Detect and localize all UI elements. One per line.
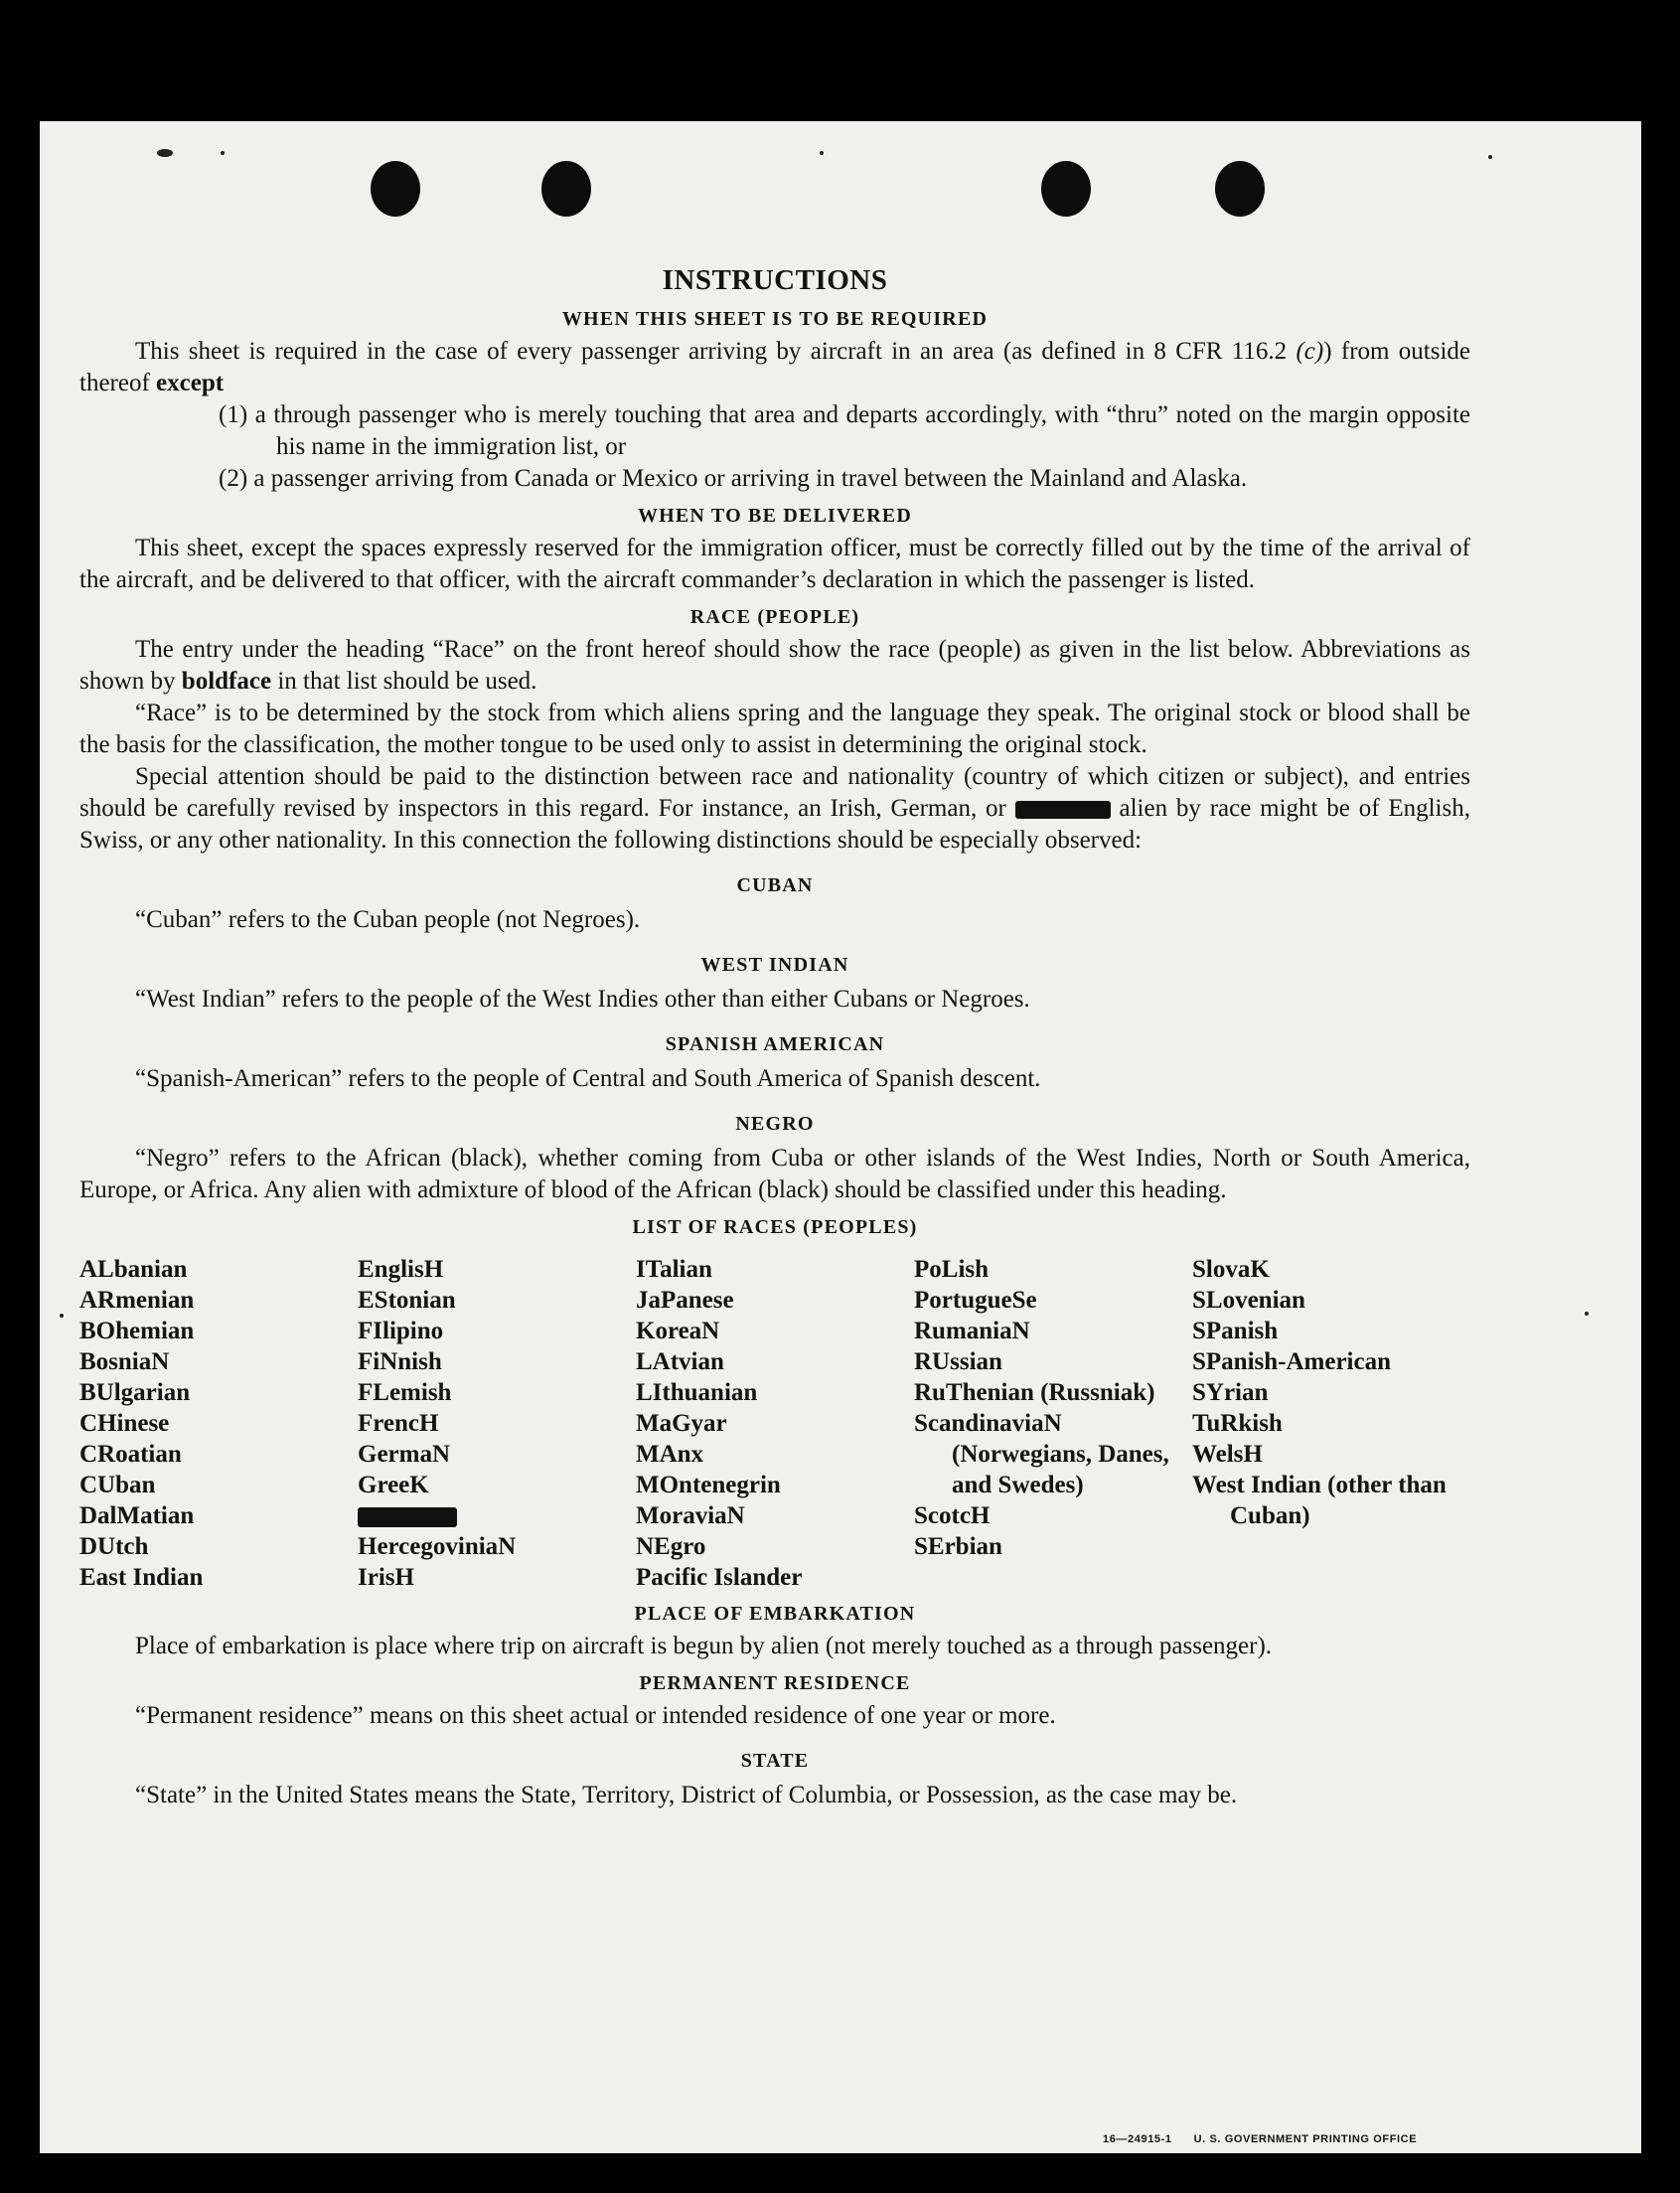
paragraph: This sheet, except the spaces expressly reserved for the immigration officer, must be correctly filled out by the time of the arrival of the aircraft, and be delivered to that officer, with the aircraft commander’s declaration in which the passenger is listed. — [79, 535, 1470, 593]
section-heading: WHEN TO BE DELIVERED — [637, 505, 913, 527]
section-heading: RACE (PEOPLE) — [689, 606, 860, 628]
paragraph: Special attention should be paid to the distinction between race and nationality (country of which citizen or subject), and entries should be carefully revised by inspectors in this regard. For instance, an Irish, German, or alien by race might be of English, Swiss, or any other nationality. In this connection the following distinctions should be especially observed: — [79, 763, 1470, 854]
race-entry: PoLish — [914, 1256, 990, 1283]
race-entry: ARmenian — [79, 1287, 195, 1314]
race-entry: FiNnish — [358, 1348, 442, 1375]
race-entry: CUban — [79, 1472, 156, 1498]
ink-speck — [157, 149, 173, 157]
race-entry: EnglisH — [358, 1256, 444, 1283]
race-entry: PortugueSe — [914, 1287, 1037, 1314]
race-entry: ITalian — [636, 1256, 712, 1283]
section-heading: WHEN THIS SHEET IS TO BE REQUIRED — [561, 308, 989, 330]
race-entry: LIthuanian — [636, 1379, 758, 1406]
race-entry: ScandinaviaN (Norwegians, Danes, and Swedes) — [914, 1410, 1169, 1498]
race-entry: EStonian — [358, 1287, 456, 1314]
paragraph: “Race” is to be determined by the stock from which aliens spring and the language they speak. The original stock or blood shall be the basis for the classification, the mother tongue to be used only to assist in determining the original stock. — [79, 700, 1470, 758]
race-column — [636, 1254, 914, 1593]
list-item: (1) a through passenger who is merely touching that area and departs accordingly, with “thru” noted on the margin opposite his name in the immigration list, or — [219, 401, 1470, 460]
section-heading: PLACE OF EMBARKATION — [634, 1603, 916, 1625]
paragraph: “West Indian” refers to the people of the West Indies other than either Cubans or Negroes. — [135, 986, 1030, 1013]
section-heading: STATE — [740, 1750, 810, 1772]
document-sheet — [40, 121, 1641, 2153]
race-entry: SErbian — [914, 1533, 1002, 1560]
printer-imprint — [1103, 2133, 1439, 2145]
punch-hole — [371, 161, 420, 217]
race-entry: SlovaK — [1192, 1256, 1270, 1283]
race-entry: Pacific Islander — [636, 1564, 803, 1591]
race-entry: ALbanian — [79, 1256, 188, 1283]
punch-hole — [1215, 161, 1265, 217]
race-entry: RumaniaN — [914, 1318, 1030, 1344]
paragraph: “State” in the United States means the State, Territory, District of Columbia, or Possession, as the case may be. — [135, 1782, 1238, 1808]
paragraph: “Permanent residence” means on this sheet actual or intended residence of one year or more. — [135, 1702, 1056, 1729]
form-number: 16—24915-1 — [1103, 2133, 1172, 2145]
section-heading: LIST OF RACES (PEOPLES) — [632, 1216, 918, 1238]
paragraph: “Spanish-American” refers to the people of Central and South America of Spanish descent. — [135, 1065, 1041, 1092]
race-list — [79, 1254, 1470, 1593]
race-column — [914, 1254, 1192, 1593]
page-title: INSTRUCTIONS — [662, 264, 888, 296]
punch-hole — [1041, 161, 1091, 217]
race-entry: ScotcH — [914, 1502, 991, 1529]
race-entry: GreeK — [358, 1472, 429, 1498]
race-entry: SYrian — [1192, 1379, 1269, 1406]
ink-speck — [820, 151, 824, 155]
ink-speck — [1585, 1312, 1589, 1316]
ink-speck — [1488, 155, 1492, 159]
race-column — [358, 1254, 636, 1593]
race-entry: LAtvian — [636, 1348, 724, 1375]
race-entry: FLemish — [358, 1379, 452, 1406]
section-heading: SPANISH AMERICAN — [665, 1033, 885, 1055]
race-entry: FIlipino — [358, 1318, 444, 1344]
section-heading: WEST INDIAN — [700, 954, 849, 976]
race-entry: JaPanese — [636, 1287, 734, 1314]
race-entry: NEgro — [636, 1533, 706, 1560]
race-entry: SPanish — [1192, 1318, 1279, 1344]
section-heading: CUBAN — [736, 874, 814, 896]
race-entry: DUtch — [79, 1533, 149, 1560]
ink-speck — [60, 1314, 64, 1318]
ink-speck — [221, 151, 225, 155]
paragraph: This sheet is required in the case of every passenger arriving by aircraft in an area (as defined in 8 CFR 116.2 (c)) from outside thereof except — [79, 338, 1471, 396]
race-entry: BUlgarian — [79, 1379, 191, 1406]
race-entry: TuRkish — [1192, 1410, 1283, 1437]
list-item: (2) a passenger arriving from Canada or Mexico or arriving in travel between the Mainland and Alaska. — [219, 465, 1248, 492]
race-entry: DalMatian — [79, 1502, 195, 1529]
race-entry: SLovenian — [1192, 1287, 1305, 1314]
paragraph: Place of embarkation is place where trip on aircraft is begun by alien (not merely touched as a through passenger). — [135, 1633, 1273, 1659]
race-entry: KoreaN — [636, 1318, 720, 1344]
race-entry: HercegoviniaN — [358, 1533, 517, 1560]
race-entry: BOhemian — [79, 1318, 195, 1344]
instructions-body — [79, 262, 1470, 1811]
race-entry: MAnx — [636, 1441, 704, 1468]
race-entry: MOntenegrin — [636, 1472, 781, 1498]
race-entry: FrencH — [358, 1410, 439, 1437]
paragraph: “Negro” refers to the African (black), whether coming from Cuba or other islands of the West Indies, North or South America, Europe, or Africa. Any alien with admixture of blood of the African (black) should be classified under this heading. — [79, 1145, 1470, 1203]
race-column — [1192, 1254, 1470, 1593]
race-entry: RUssian — [914, 1348, 1002, 1375]
redaction-mark — [358, 1507, 457, 1527]
race-entry: West Indian (other than Cuban) — [1192, 1472, 1447, 1529]
race-entry-redacted — [358, 1500, 636, 1531]
race-entry: CRoatian — [79, 1441, 182, 1468]
section-heading: NEGRO — [735, 1113, 815, 1135]
race-entry: East Indian — [79, 1564, 204, 1591]
redaction-mark — [1015, 801, 1111, 819]
race-entry: SPanish-American — [1192, 1348, 1391, 1375]
paragraph: “Cuban” refers to the Cuban people (not Negroes). — [135, 906, 641, 933]
race-column — [79, 1254, 358, 1593]
section-heading: PERMANENT RESIDENCE — [639, 1672, 911, 1694]
race-entry: IrisH — [358, 1564, 414, 1591]
race-entry: MaGyar — [636, 1410, 727, 1437]
race-entry: GermaN — [358, 1441, 451, 1468]
race-entry: MoraviaN — [636, 1502, 745, 1529]
paragraph: The entry under the heading “Race” on the front hereof should show the race (people) as given in the list below. Abbreviations as shown by boldface in that list should be used. — [79, 636, 1470, 695]
printer-name: U. S. GOVERNMENT PRINTING OFFICE — [1193, 2133, 1418, 2145]
punch-hole — [541, 161, 591, 217]
race-entry: BosniaN — [79, 1348, 170, 1375]
race-entry: RuThenian (Russniak) — [914, 1379, 1155, 1406]
race-entry: WelsH — [1192, 1441, 1263, 1468]
race-entry: CHinese — [79, 1410, 170, 1437]
